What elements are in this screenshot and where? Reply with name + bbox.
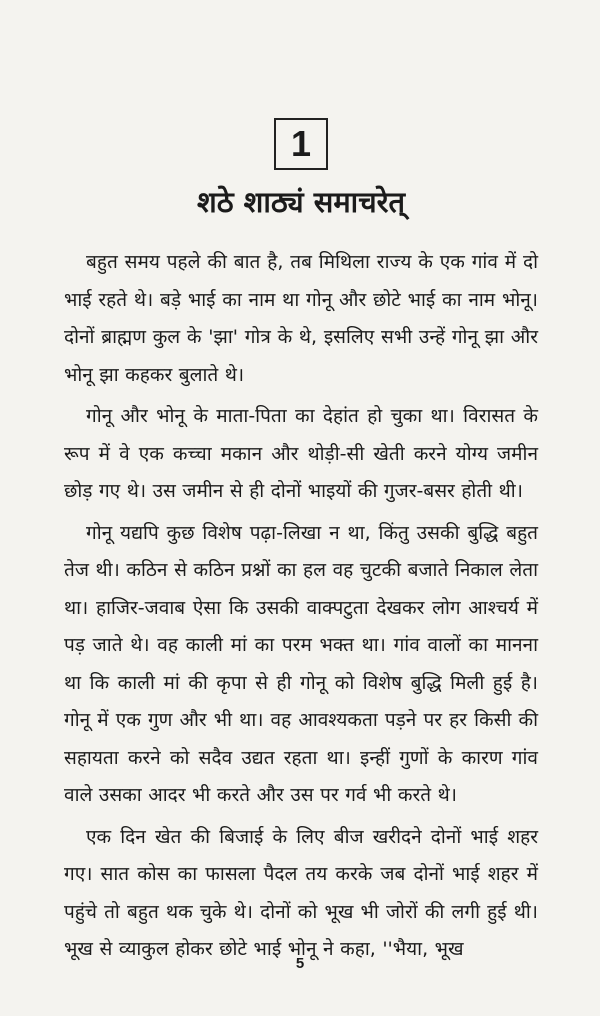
- chapter-body: [64, 244, 538, 969]
- paragraph-1: बहुत समय पहले की बात है, तब मिथिला राज्य के एक गांव में दो भाई रहते थे। बड़े भाई का नाम था गोनू और छोटे भाई का नाम भोनू। दोनों ब्राह्मण कुल के 'झा' गोत्र के थे, इसलिए सभी उन्हें गोनू झा और भोनू झा कहकर बुलाते थे।: [64, 251, 538, 386]
- chapter-title: शठे शाठ्यं समाचरेत्: [197, 185, 405, 219]
- page-number: 5: [295, 955, 305, 972]
- paragraph-3: गोनू यद्यपि कुछ विशेष पढ़ा-लिखा न था, किंतु उसकी बुद्धि बहुत तेज थी। कठिन से कठिन प्रश्नों का हल वह चुटकी बजाते निकाल लेता था। हाजिर-जवाब ऐसा कि उसकी वाक्पटुता देखकर लोग आश्चर्य में पड़ जाते थे। वह काली मां का परम भक्त था। गांव वालों का मानना था कि काली मां की कृपा से ही गोनू को विशेष बुद्धि मिली हुई है। गोनू में एक गुण और भी था। वह आवश्यकता पड़ने पर हर किसी की सहायता करने को सदैव उद्यत रहता था। इन्हीं गुणों के कारण गांव वाले उसका आदर भी करते और उस पर गर्व भी करते थे।: [64, 521, 538, 806]
- chapter-number: 1: [290, 123, 312, 164]
- paragraph-2: गोनू और भोनू के माता-पिता का देहांत हो चुका था। विरासत के रूप में वे एक कच्चा मकान और थोड़ी-सी खेती करने योग्य जमीन छोड़ गए थे। उस जमीन से ही दोनों भाइयों की गुजर-बसर होती थी।: [64, 405, 538, 502]
- paragraph-4: एक दिन खेत की बिजाई के लिए बीज खरीदने दोनों भाई शहर गए। सात कोस का फासला पैदल तय करके जब दोनों भाई शहर में पहुंचे तो बहुत थक चुके थे। दोनों को भूख भी जोरों की लगी हुई थी। भूख से व्याकुल होकर छोटे भाई भोनू ने कहा, ''भैया, भूख: [64, 825, 538, 960]
- chapter-number-box: [274, 118, 328, 170]
